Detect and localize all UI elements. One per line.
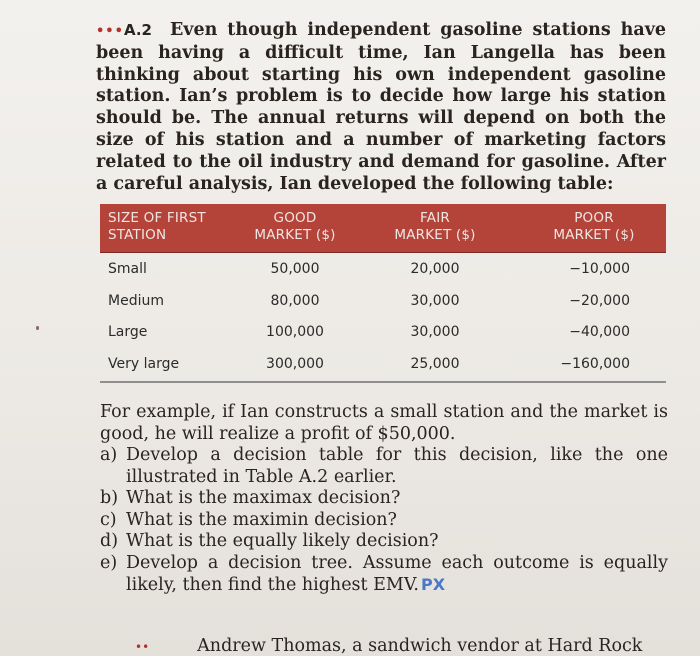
question-e: e) Develop a decision tree. Assume each outcome is equally likely, then find the highest EMV. PX — [100, 552, 668, 595]
next-problem-cutoff — [135, 636, 675, 656]
cell-poor: −160,000 — [560, 355, 630, 372]
cell-good: 50,000 — [270, 261, 320, 277]
next-problem-text: Andrew Thomas, a sandwich vendor at Hard Rock — [197, 636, 643, 656]
cell-poor: −10,000 — [569, 261, 630, 277]
table-row — [100, 348, 666, 380]
header-poor-market: POOR MARKET ($) — [553, 210, 635, 243]
difficulty-dots: ••• — [96, 24, 124, 39]
cell-good: 100,000 — [266, 324, 324, 340]
margin-mark — [36, 326, 39, 330]
cell-size: Medium — [108, 292, 164, 309]
header-good-market: GOOD MARKET ($) — [254, 210, 336, 243]
table-row — [100, 253, 666, 285]
question-b: b) What is the maximax decision? — [100, 488, 401, 508]
cell-fair: 25,000 — [410, 355, 460, 372]
cell-poor: −20,000 — [569, 292, 630, 309]
cell-size: Small — [108, 261, 147, 277]
questions-block — [96, 402, 668, 597]
example-text: For example, if Ian constructs a small station and the market is good, he will realize a profit of $50,000. — [100, 402, 668, 444]
problem-statement — [96, 20, 666, 195]
table-header — [100, 204, 666, 253]
cell-size: Large — [108, 324, 148, 340]
cell-size: Very large — [108, 355, 180, 372]
table-bottom-rule — [100, 381, 666, 383]
cell-fair: 30,000 — [410, 292, 460, 309]
question-d: d) What is the equally likely decision? — [100, 531, 439, 551]
problem-number: A.2 — [123, 21, 152, 39]
question-c: c) What is the maximin decision? — [100, 509, 397, 530]
problem-intro: Even though independent gasoline stations have been having a difficult time, Ian Langella has been thinking about starting his own independent gasoline station. Ian’s problem is to decide how large his station should be. The annual returns will depend on both the size of his station and a number of marketing factors related to the oil industry and demand for gasoline. After a careful analysis, Ian developed the following table: — [96, 20, 666, 194]
question-a: a) Develop a decision table for this decision, like the one illustrated in Table A.2 earlier. — [100, 445, 668, 487]
table-row — [100, 316, 666, 348]
header-fair-market: FAIR MARKET ($) — [394, 210, 476, 243]
cell-fair: 30,000 — [410, 324, 460, 340]
cell-poor: −40,000 — [569, 324, 630, 340]
next-difficulty-dots: •• — [135, 640, 150, 654]
header-size: SIZE OF FIRST STATION — [108, 210, 206, 243]
cell-good: 80,000 — [270, 292, 320, 309]
cell-fair: 20,000 — [410, 261, 460, 277]
px-icon[interactable]: PX — [420, 575, 446, 594]
payoff-table — [100, 204, 666, 383]
table-row — [100, 285, 666, 317]
cell-good: 300,000 — [266, 355, 324, 372]
